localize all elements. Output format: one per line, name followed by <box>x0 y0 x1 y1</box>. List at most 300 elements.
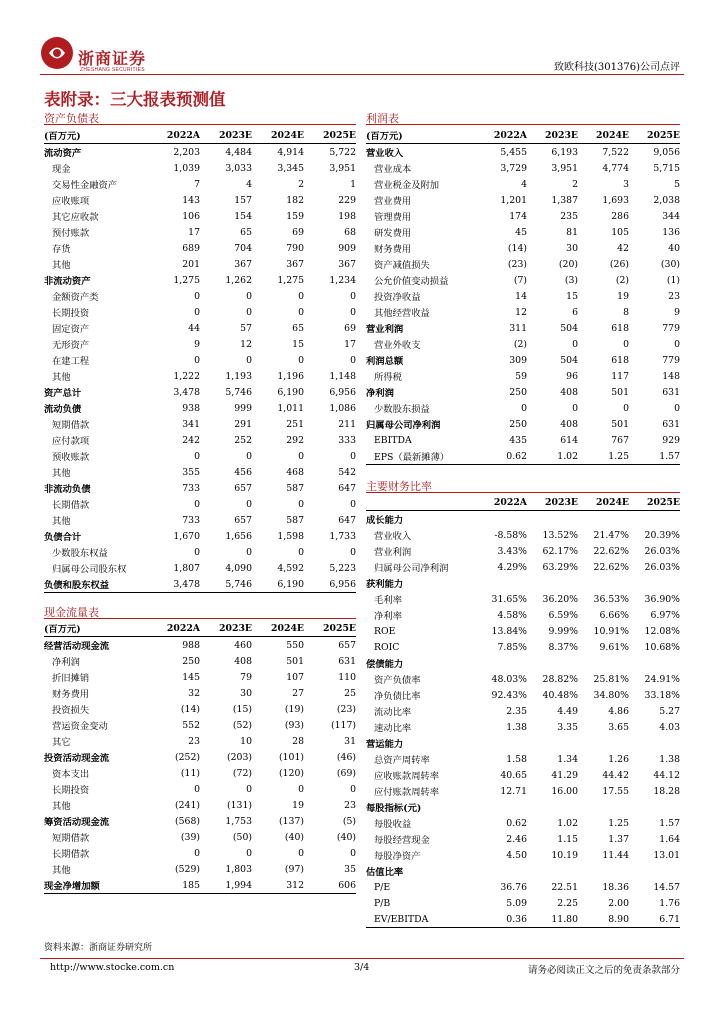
cell-value: 1,753 <box>225 815 252 827</box>
cell-value: (117) <box>331 719 356 731</box>
table-row <box>366 256 680 272</box>
row-label: 流动比率 <box>374 707 412 718</box>
cell-value: 1,193 <box>225 370 252 382</box>
cell-value: 0 <box>246 450 252 462</box>
cell-value: 154 <box>234 210 252 222</box>
cell-value: 0 <box>623 338 629 350</box>
cell-value <box>476 655 527 671</box>
table-row <box>366 448 680 465</box>
cell-value: 198 <box>338 210 356 222</box>
cell-value: 59 <box>515 370 527 382</box>
cell-value: 1,693 <box>602 194 629 206</box>
cell-value: 408 <box>560 418 578 430</box>
cell-value: 21.47% <box>593 529 629 541</box>
cell-value: 938 <box>182 402 200 414</box>
cell-value: (14) <box>507 242 527 254</box>
year-header: 2025E <box>629 494 680 511</box>
cell-value: 105 <box>611 226 629 238</box>
cell-value: 11.80 <box>551 913 578 925</box>
row-label: 其他经营收益 <box>374 308 430 319</box>
table-row <box>366 400 680 416</box>
cell-value: 14.57 <box>653 881 680 893</box>
row-label: 其它 <box>52 737 71 748</box>
cell-value: 235 <box>560 210 578 222</box>
cell-value: 1,086 <box>329 402 356 414</box>
cell-value: (568) <box>175 815 200 827</box>
cell-value <box>629 655 680 671</box>
cell-value: 15 <box>292 338 304 350</box>
cell-value: 606 <box>338 879 356 891</box>
row-label: 短期借款 <box>52 420 90 431</box>
row-label: 营业税金及附加 <box>374 180 440 191</box>
cell-value: 790 <box>286 242 304 254</box>
cell-value <box>629 799 680 815</box>
row-label: 应收账款周转率 <box>374 771 440 782</box>
cell-value: 40.48% <box>542 689 578 701</box>
row-label: 少数股东损益 <box>374 404 430 415</box>
website-link[interactable]: http://www.stocke.com.cn <box>50 962 175 973</box>
cell-value: 3,951 <box>551 162 578 174</box>
cell-value: 6,190 <box>277 386 304 398</box>
cell-value: 0 <box>350 546 356 558</box>
year-header: 2024E <box>578 494 629 511</box>
cell-value: (20) <box>558 258 578 270</box>
table-row <box>366 703 680 719</box>
year-header: 2024E <box>578 127 629 144</box>
cell-value: (5) <box>342 815 356 827</box>
cell-value: 367 <box>286 258 304 270</box>
cell-value: 6.66% <box>599 609 629 621</box>
cell-value: 1,387 <box>551 194 578 206</box>
table-row <box>366 575 680 591</box>
table-row <box>44 336 356 352</box>
table-row <box>44 781 356 797</box>
cell-value: 4.86 <box>608 705 629 717</box>
row-label: 现金 <box>52 164 71 175</box>
cell-value: 291 <box>234 418 252 430</box>
table-row <box>44 224 356 240</box>
table-row <box>44 749 356 765</box>
table-row <box>366 384 680 400</box>
table-row <box>366 687 680 703</box>
cell-value: 4,090 <box>225 562 252 574</box>
table-row <box>366 863 680 879</box>
cell-value: 550 <box>286 639 304 651</box>
row-label: 其他 <box>52 260 71 271</box>
cell-value: 23 <box>344 799 356 811</box>
cell-value: 65 <box>240 226 252 238</box>
cell-value <box>527 799 578 815</box>
cell-value: (26) <box>609 258 629 270</box>
cell-value: (120) <box>279 767 304 779</box>
table-row <box>366 240 680 256</box>
table-row <box>366 336 680 352</box>
cell-value: 5,746 <box>225 386 252 398</box>
cell-value: 9,056 <box>653 146 680 158</box>
cell-value: (252) <box>175 751 200 763</box>
cell-value: (203) <box>227 751 252 763</box>
row-label: 长期借款 <box>52 500 90 511</box>
cell-value: 0 <box>521 402 527 414</box>
cell-value: 344 <box>662 210 680 222</box>
cell-value: 201 <box>182 258 200 270</box>
cell-value: 3,345 <box>277 162 304 174</box>
cell-value: 1.15 <box>557 833 578 845</box>
table-row <box>366 895 680 911</box>
row-label: 归属母公司股东权 <box>52 564 127 575</box>
table-row <box>44 669 356 685</box>
row-label: EPS（最新摊薄） <box>374 452 450 463</box>
row-label: 流动负债 <box>44 404 82 415</box>
cell-value: (7) <box>513 274 527 286</box>
row-label: 应付账款周转率 <box>374 787 440 798</box>
row-label: 财务费用 <box>374 244 412 255</box>
table-row <box>44 480 356 496</box>
cell-value: 501 <box>286 655 304 667</box>
cell-value: 0 <box>623 402 629 414</box>
cell-value: 25.81% <box>593 673 629 685</box>
table-row <box>44 320 356 336</box>
cell-value: 501 <box>611 386 629 398</box>
table-row <box>366 591 680 607</box>
row-label: 偿债能力 <box>366 659 404 670</box>
cell-value: 779 <box>662 354 680 366</box>
row-label: 无形资产 <box>52 340 90 351</box>
cell-value: 501 <box>611 418 629 430</box>
cell-value: 631 <box>338 655 356 667</box>
row-label: 长期借款 <box>52 849 90 860</box>
row-label: 交易性金融资产 <box>52 180 118 191</box>
cell-value: 0 <box>194 847 200 859</box>
cell-value: 65 <box>292 322 304 334</box>
table-row <box>366 543 680 559</box>
table-row <box>366 607 680 623</box>
cell-value: 0 <box>350 847 356 859</box>
cell-value: 909 <box>338 242 356 254</box>
unit-label: (百万元) <box>44 127 148 144</box>
cell-value: 6 <box>572 306 578 318</box>
table-row <box>44 416 356 432</box>
year-header: 2023E <box>200 620 252 637</box>
cell-value: 6,956 <box>329 578 356 590</box>
cell-value: 0 <box>246 498 252 510</box>
cell-value: 618 <box>611 354 629 366</box>
table-row <box>44 384 356 400</box>
cell-value: 1,994 <box>225 879 252 891</box>
row-label: 每股经营现金 <box>374 835 430 846</box>
cell-value: 5,223 <box>329 562 356 574</box>
cell-value: 4.29% <box>497 561 527 573</box>
cell-value: 0.62 <box>506 450 527 462</box>
balance-sheet-title: 资产负债表 <box>44 110 356 125</box>
cell-value: 618 <box>611 322 629 334</box>
row-label: 少数股东权益 <box>52 548 108 559</box>
cell-value: 242 <box>182 434 200 446</box>
row-label: 投资净收益 <box>374 292 421 303</box>
cell-value: 733 <box>182 482 200 494</box>
row-label: 其它应收款 <box>52 212 99 223</box>
cell-value: 41.29 <box>551 769 578 781</box>
cell-value: 689 <box>182 242 200 254</box>
cell-value <box>578 511 629 528</box>
year-header: 2023E <box>200 127 252 144</box>
cell-value: 542 <box>338 466 356 478</box>
cell-value: 16.00 <box>551 785 578 797</box>
cell-value: 23 <box>188 735 200 747</box>
cell-value: 6,193 <box>551 146 578 158</box>
cell-value: (52) <box>232 719 252 731</box>
cell-value: 30 <box>240 687 252 699</box>
table-row <box>366 272 680 288</box>
row-label: 毛利率 <box>374 595 402 606</box>
cell-value: 143 <box>182 194 200 206</box>
cell-value: 8.37% <box>548 641 578 653</box>
cell-value: 8.90 <box>608 913 629 925</box>
table-row <box>44 701 356 717</box>
cell-value: 44 <box>188 322 200 334</box>
table-header-row <box>366 494 680 511</box>
cell-value: 1 <box>350 178 356 190</box>
cell-value <box>578 799 629 815</box>
cell-value: 68 <box>344 226 356 238</box>
cell-value <box>578 863 629 879</box>
cell-value: 44.42 <box>602 769 629 781</box>
cell-value: 15 <box>566 290 578 302</box>
cell-value: 1,148 <box>329 370 356 382</box>
row-label: 其他 <box>52 865 71 876</box>
cell-value: 0 <box>572 338 578 350</box>
cell-value: 26.03% <box>644 561 680 573</box>
cell-value: 367 <box>338 258 356 270</box>
table-row <box>366 224 680 240</box>
row-label: 预付账款 <box>52 228 90 239</box>
cell-value: 733 <box>182 514 200 526</box>
row-label: 固定资产 <box>52 324 90 335</box>
cell-value: 767 <box>611 434 629 446</box>
cell-value: 504 <box>560 354 578 366</box>
cell-value: 2 <box>572 178 578 190</box>
cell-value: 0 <box>194 354 200 366</box>
cell-value: 3,951 <box>329 162 356 174</box>
cell-value: 19 <box>292 799 304 811</box>
row-label: 资产负债率 <box>374 675 421 686</box>
table-row <box>44 240 356 256</box>
income-statement-title: 利润表 <box>366 110 680 125</box>
table-row <box>44 496 356 512</box>
row-label: 资产总计 <box>44 388 82 399</box>
page-title: 表附录：三大报表预测值 <box>44 90 226 109</box>
row-label: 研发费用 <box>374 228 412 239</box>
table-row <box>44 448 356 464</box>
cell-value: (14) <box>180 703 200 715</box>
row-label: 投资损失 <box>52 705 90 716</box>
cell-value: 614 <box>560 434 578 446</box>
row-label: 管理费用 <box>374 212 412 223</box>
row-label: 归属母公司净利润 <box>374 563 449 574</box>
year-header: 2022A <box>148 620 200 637</box>
cell-value: 32 <box>188 687 200 699</box>
cell-value: (3) <box>564 274 578 286</box>
table-row <box>44 528 356 544</box>
table-header-row <box>44 127 356 144</box>
cell-value: 2 <box>298 178 304 190</box>
cell-value: (529) <box>175 863 200 875</box>
cell-value: 2.46 <box>506 833 527 845</box>
cell-value: 4.03 <box>659 721 680 733</box>
table-row <box>44 192 356 208</box>
row-label: 应付款项 <box>52 436 90 447</box>
cell-value <box>476 511 527 528</box>
cell-value: 28 <box>292 735 304 747</box>
year-header: 2022A <box>476 494 527 511</box>
row-label: 营业利润 <box>374 547 412 558</box>
cell-value: 36.53% <box>593 593 629 605</box>
table-row <box>366 911 680 928</box>
cell-value: 1,670 <box>173 530 200 542</box>
cell-value: 1.34 <box>557 753 578 765</box>
year-header: 2023E <box>527 127 578 144</box>
cell-value: 136 <box>662 226 680 238</box>
table-row <box>366 799 680 815</box>
cell-value: 0 <box>350 306 356 318</box>
cell-value: 0 <box>298 546 304 558</box>
cell-value: 34.80% <box>593 689 629 701</box>
table-row <box>366 783 680 799</box>
cell-value: 185 <box>182 879 200 891</box>
cell-value: 4.49 <box>557 705 578 717</box>
cell-value: 69 <box>344 322 356 334</box>
cell-value: 0 <box>350 354 356 366</box>
cell-value: 3,478 <box>173 578 200 590</box>
cell-value: 4.50 <box>506 849 527 861</box>
cell-value: 0 <box>350 290 356 302</box>
cell-value: (11) <box>180 767 200 779</box>
cell-value: 211 <box>338 418 356 430</box>
cell-value: 0 <box>350 450 356 462</box>
cell-value: 23 <box>668 290 680 302</box>
table-row <box>44 512 356 528</box>
cell-value: 42 <box>617 242 629 254</box>
table-row <box>44 304 356 320</box>
row-label: 其他 <box>52 801 71 812</box>
cell-value: 0 <box>246 546 252 558</box>
cell-value: 22.62% <box>593 561 629 573</box>
row-label: 公允价值变动损益 <box>374 276 449 287</box>
row-label: 营业收入 <box>366 148 404 159</box>
cell-value: 1.37 <box>608 833 629 845</box>
cell-value: 8 <box>623 306 629 318</box>
row-label: P/E <box>374 881 391 893</box>
table-row <box>366 352 680 368</box>
table-row <box>44 576 356 593</box>
cell-value: 81 <box>566 226 578 238</box>
table-row <box>44 813 356 829</box>
cell-value: (30) <box>660 258 680 270</box>
table-row <box>366 192 680 208</box>
table-row <box>44 861 356 877</box>
cell-value: (19) <box>284 703 304 715</box>
cell-value: 22.51 <box>551 881 578 893</box>
year-header: 2024E <box>252 620 304 637</box>
cell-value: 1,807 <box>173 562 200 574</box>
row-label: 所得税 <box>374 372 402 383</box>
cell-value: 0 <box>194 450 200 462</box>
row-label: 长期投资 <box>52 308 90 319</box>
cell-value: 174 <box>509 210 527 222</box>
row-label: 营运能力 <box>366 739 404 750</box>
cell-value: 27 <box>292 687 304 699</box>
cell-value: 0 <box>194 498 200 510</box>
cell-value: 7 <box>194 178 200 190</box>
cell-value <box>629 575 680 591</box>
cell-value: 1,733 <box>329 530 356 542</box>
cashflow-title: 现金流量表 <box>44 604 356 619</box>
cell-value: 2,203 <box>173 146 200 158</box>
brand-name: 浙商证券 <box>78 49 147 68</box>
cell-value: 12.71 <box>500 785 527 797</box>
cell-value: 9.61% <box>599 641 629 653</box>
cell-value: 408 <box>234 655 252 667</box>
row-label: 每股净资产 <box>374 851 421 862</box>
row-label: EBITDA <box>374 434 412 446</box>
table-row <box>44 717 356 733</box>
cell-value: (69) <box>336 767 356 779</box>
cell-value: 468 <box>286 466 304 478</box>
cell-value: 309 <box>509 354 527 366</box>
table-row <box>44 432 356 448</box>
cell-value: (39) <box>180 831 200 843</box>
table-row <box>44 560 356 576</box>
cell-value <box>476 863 527 879</box>
cell-value: 14 <box>515 290 527 302</box>
cell-value: 106 <box>182 210 200 222</box>
table-row <box>366 288 680 304</box>
cell-value: 4,774 <box>602 162 629 174</box>
cell-value: 0.36 <box>506 913 527 925</box>
cell-value: 0 <box>298 306 304 318</box>
year-header: 2022A <box>148 127 200 144</box>
row-label: 估值比率 <box>366 867 404 878</box>
cell-value: 292 <box>286 434 304 446</box>
cell-value: 62.17% <box>542 545 578 557</box>
row-label: 净负债比率 <box>374 691 421 702</box>
row-label: 资产减值损失 <box>374 260 430 271</box>
table-row <box>44 653 356 669</box>
cell-value: 779 <box>662 322 680 334</box>
cell-value: 999 <box>234 402 252 414</box>
table-row <box>366 879 680 895</box>
cell-value: 929 <box>662 434 680 446</box>
cell-value: 657 <box>234 482 252 494</box>
row-label: P/B <box>374 897 391 909</box>
row-label: 每股指标(元) <box>366 803 422 814</box>
cell-value: 6.59% <box>548 609 578 621</box>
cell-value: 3,478 <box>173 386 200 398</box>
cell-value: 0 <box>246 783 252 795</box>
cell-value: 0 <box>674 338 680 350</box>
table-row <box>366 735 680 751</box>
cell-value: 6.97% <box>650 609 680 621</box>
ratios-title: 主要财务比率 <box>366 478 680 493</box>
cell-value: 3.43% <box>497 545 527 557</box>
cell-value <box>578 575 629 591</box>
cell-value: 552 <box>182 719 200 731</box>
cell-value: 92.43% <box>491 689 527 701</box>
cell-value: 10 <box>240 735 252 747</box>
cell-value: 1,275 <box>173 274 200 286</box>
table-row <box>366 368 680 384</box>
cell-value: 17.55 <box>602 785 629 797</box>
